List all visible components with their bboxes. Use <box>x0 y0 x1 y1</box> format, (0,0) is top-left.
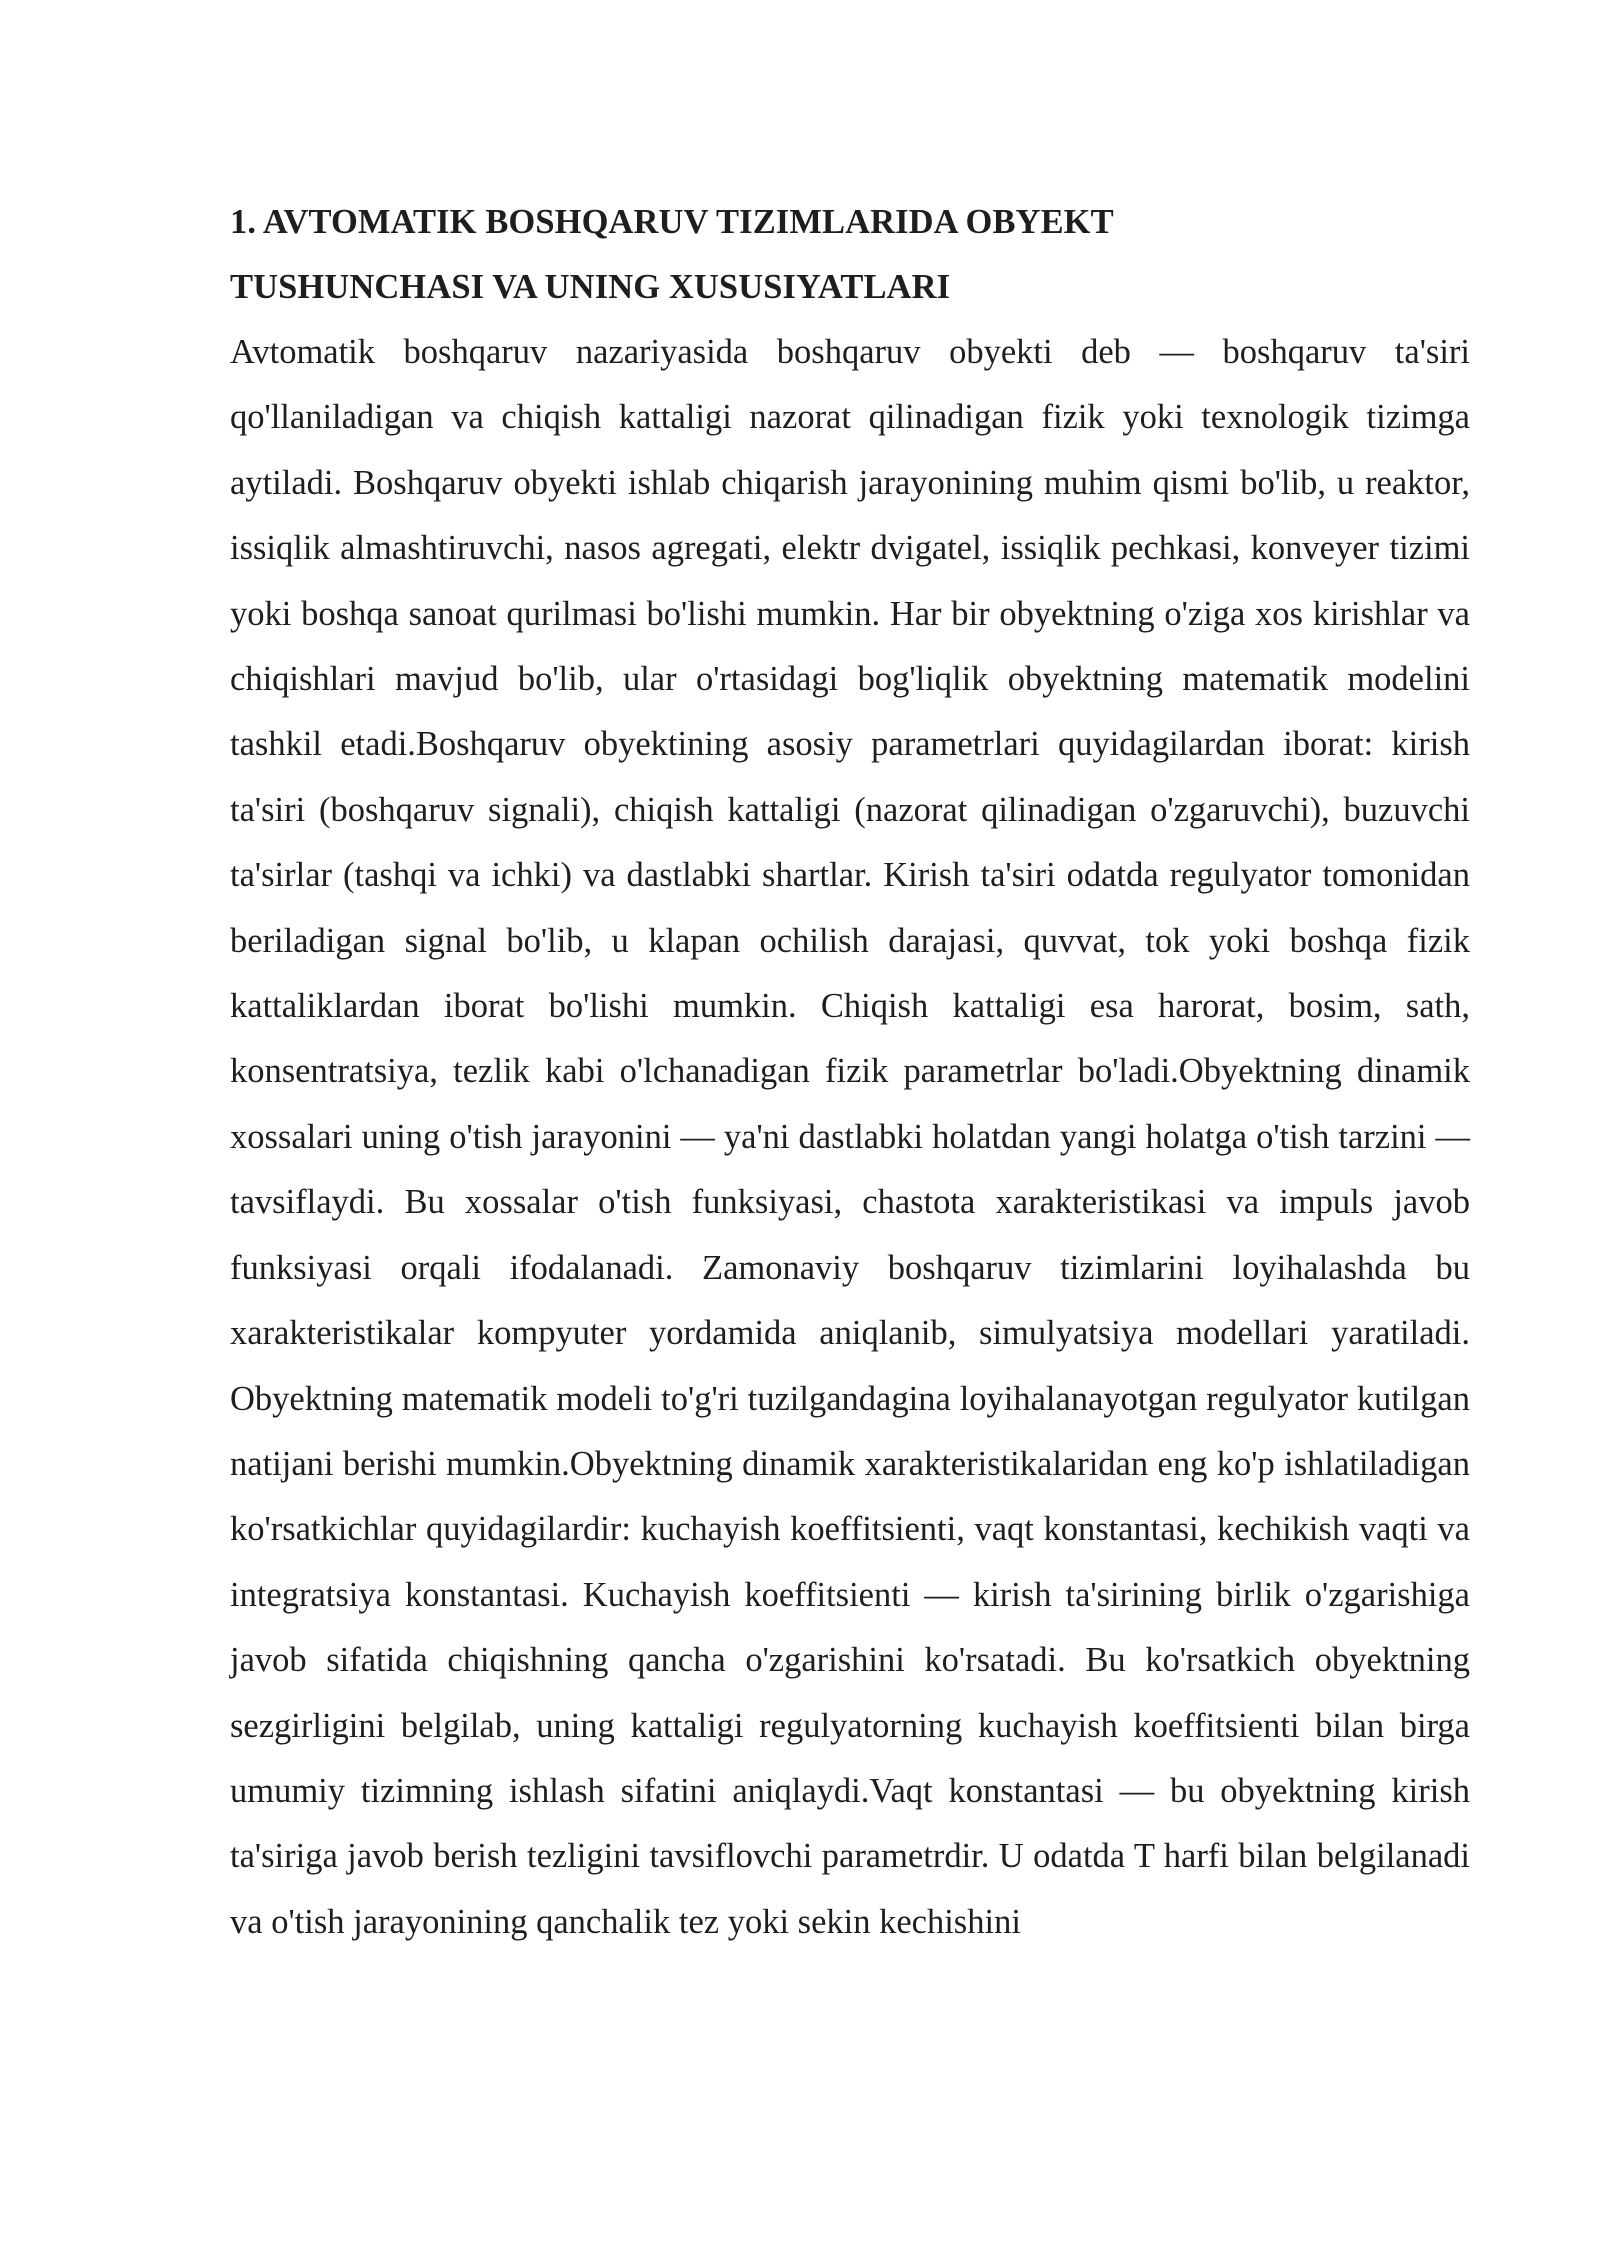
section-heading-line-2: TUSHUNCHASI VA UNING XUSUSIYATLARI <box>230 268 951 306</box>
section-heading-line-1: 1. AVTOMATIK BOSHQARUV TIZIMLARIDA OBYEKT <box>230 203 1114 241</box>
section-heading <box>230 190 1470 320</box>
page-content <box>230 190 1470 1955</box>
body-paragraph: Avtomatik boshqaruv nazariyasida boshqaruv obyekti deb — boshqaruv ta'siri qo'llaniladigan va chiqish kattaligi nazorat qilinadigan fizik yoki texnologik tizimga aytiladi. Boshqaruv obyekti ishlab chiqarish jarayonining muhim qismi bo'lib, u reaktor, issiqlik almashtiruvchi, nasos agregati, elektr dvigatel, issiqlik pechkasi, konveyer tizimi yoki boshqa sanoat qurilmasi bo'lishi mumkin. Har bir obyektning o'ziga xos kirishlar va chiqishlari mavjud bo'lib, ular o'rtasidagi bog'liqlik obyektning matematik modelini tashkil etadi.Boshqaruv obyektining asosiy parametrlari quyidagilardan iborat: kirish ta'siri (boshqaruv signali), chiqish kattaligi (nazorat qilinadigan o'zgaruvchi), buzuvchi ta'sirlar (tashqi va ichki) va dastlabki shartlar. Kirish ta'siri odatda regulyator tomonidan beriladigan signal bo'lib, u klapan ochilish darajasi, quvvat, tok yoki boshqa fizik kattaliklardan iborat bo'lishi mumkin. Chiqish kattaligi esa harorat, bosim, sath, konsentratsiya, tezlik kabi o'lchanadigan fizik parametrlar bo'ladi.Obyektning dinamik xossalari uning o'tish jarayonini — ya'ni dastlabki holatdan yangi holatga o'tish tarzini — tavsiflaydi. Bu xossalar o'tish funksiyasi, chastota xarakteristikasi va impuls javob funksiyasi orqali ifodalanadi. Zamonaviy boshqaruv tizimlarini loyihalashda bu xarakteristikalar kompyuter yordamida aniqlanib, simulyatsiya modellari yaratiladi. Obyektning matematik modeli to'g'ri tuzilgandagina loyihalanayotgan regulyator kutilgan natijani berishi mumkin.Obyektning dinamik xarakteristikalaridan eng ko'p ishlatiladigan ko'rsatkichlar quyidagilardir: kuchayish koeffitsienti, vaqt konstantasi, kechikish vaqti va integratsiya konstantasi. Kuchayish koeffitsienti — kirish ta'sirining birlik o'zgarishiga javob sifatida chiqishning qancha o'zgarishini ko'rsatadi. Bu ko'rsatkich obyektning sezgirligini belgilab, uning kattaligi regulyatorning kuchayish koeffitsienti bilan birga umumiy tizimning ishlash sifatini aniqlaydi.Vaqt konstantasi — bu obyektning kirish ta'siriga javob berish tezligini tavsiflovchi parametrdir. U odatda T harfi bilan belgilanadi va o'tish jarayonining qanchalik tez yoki sekin kechishini <box>230 333 1470 1941</box>
